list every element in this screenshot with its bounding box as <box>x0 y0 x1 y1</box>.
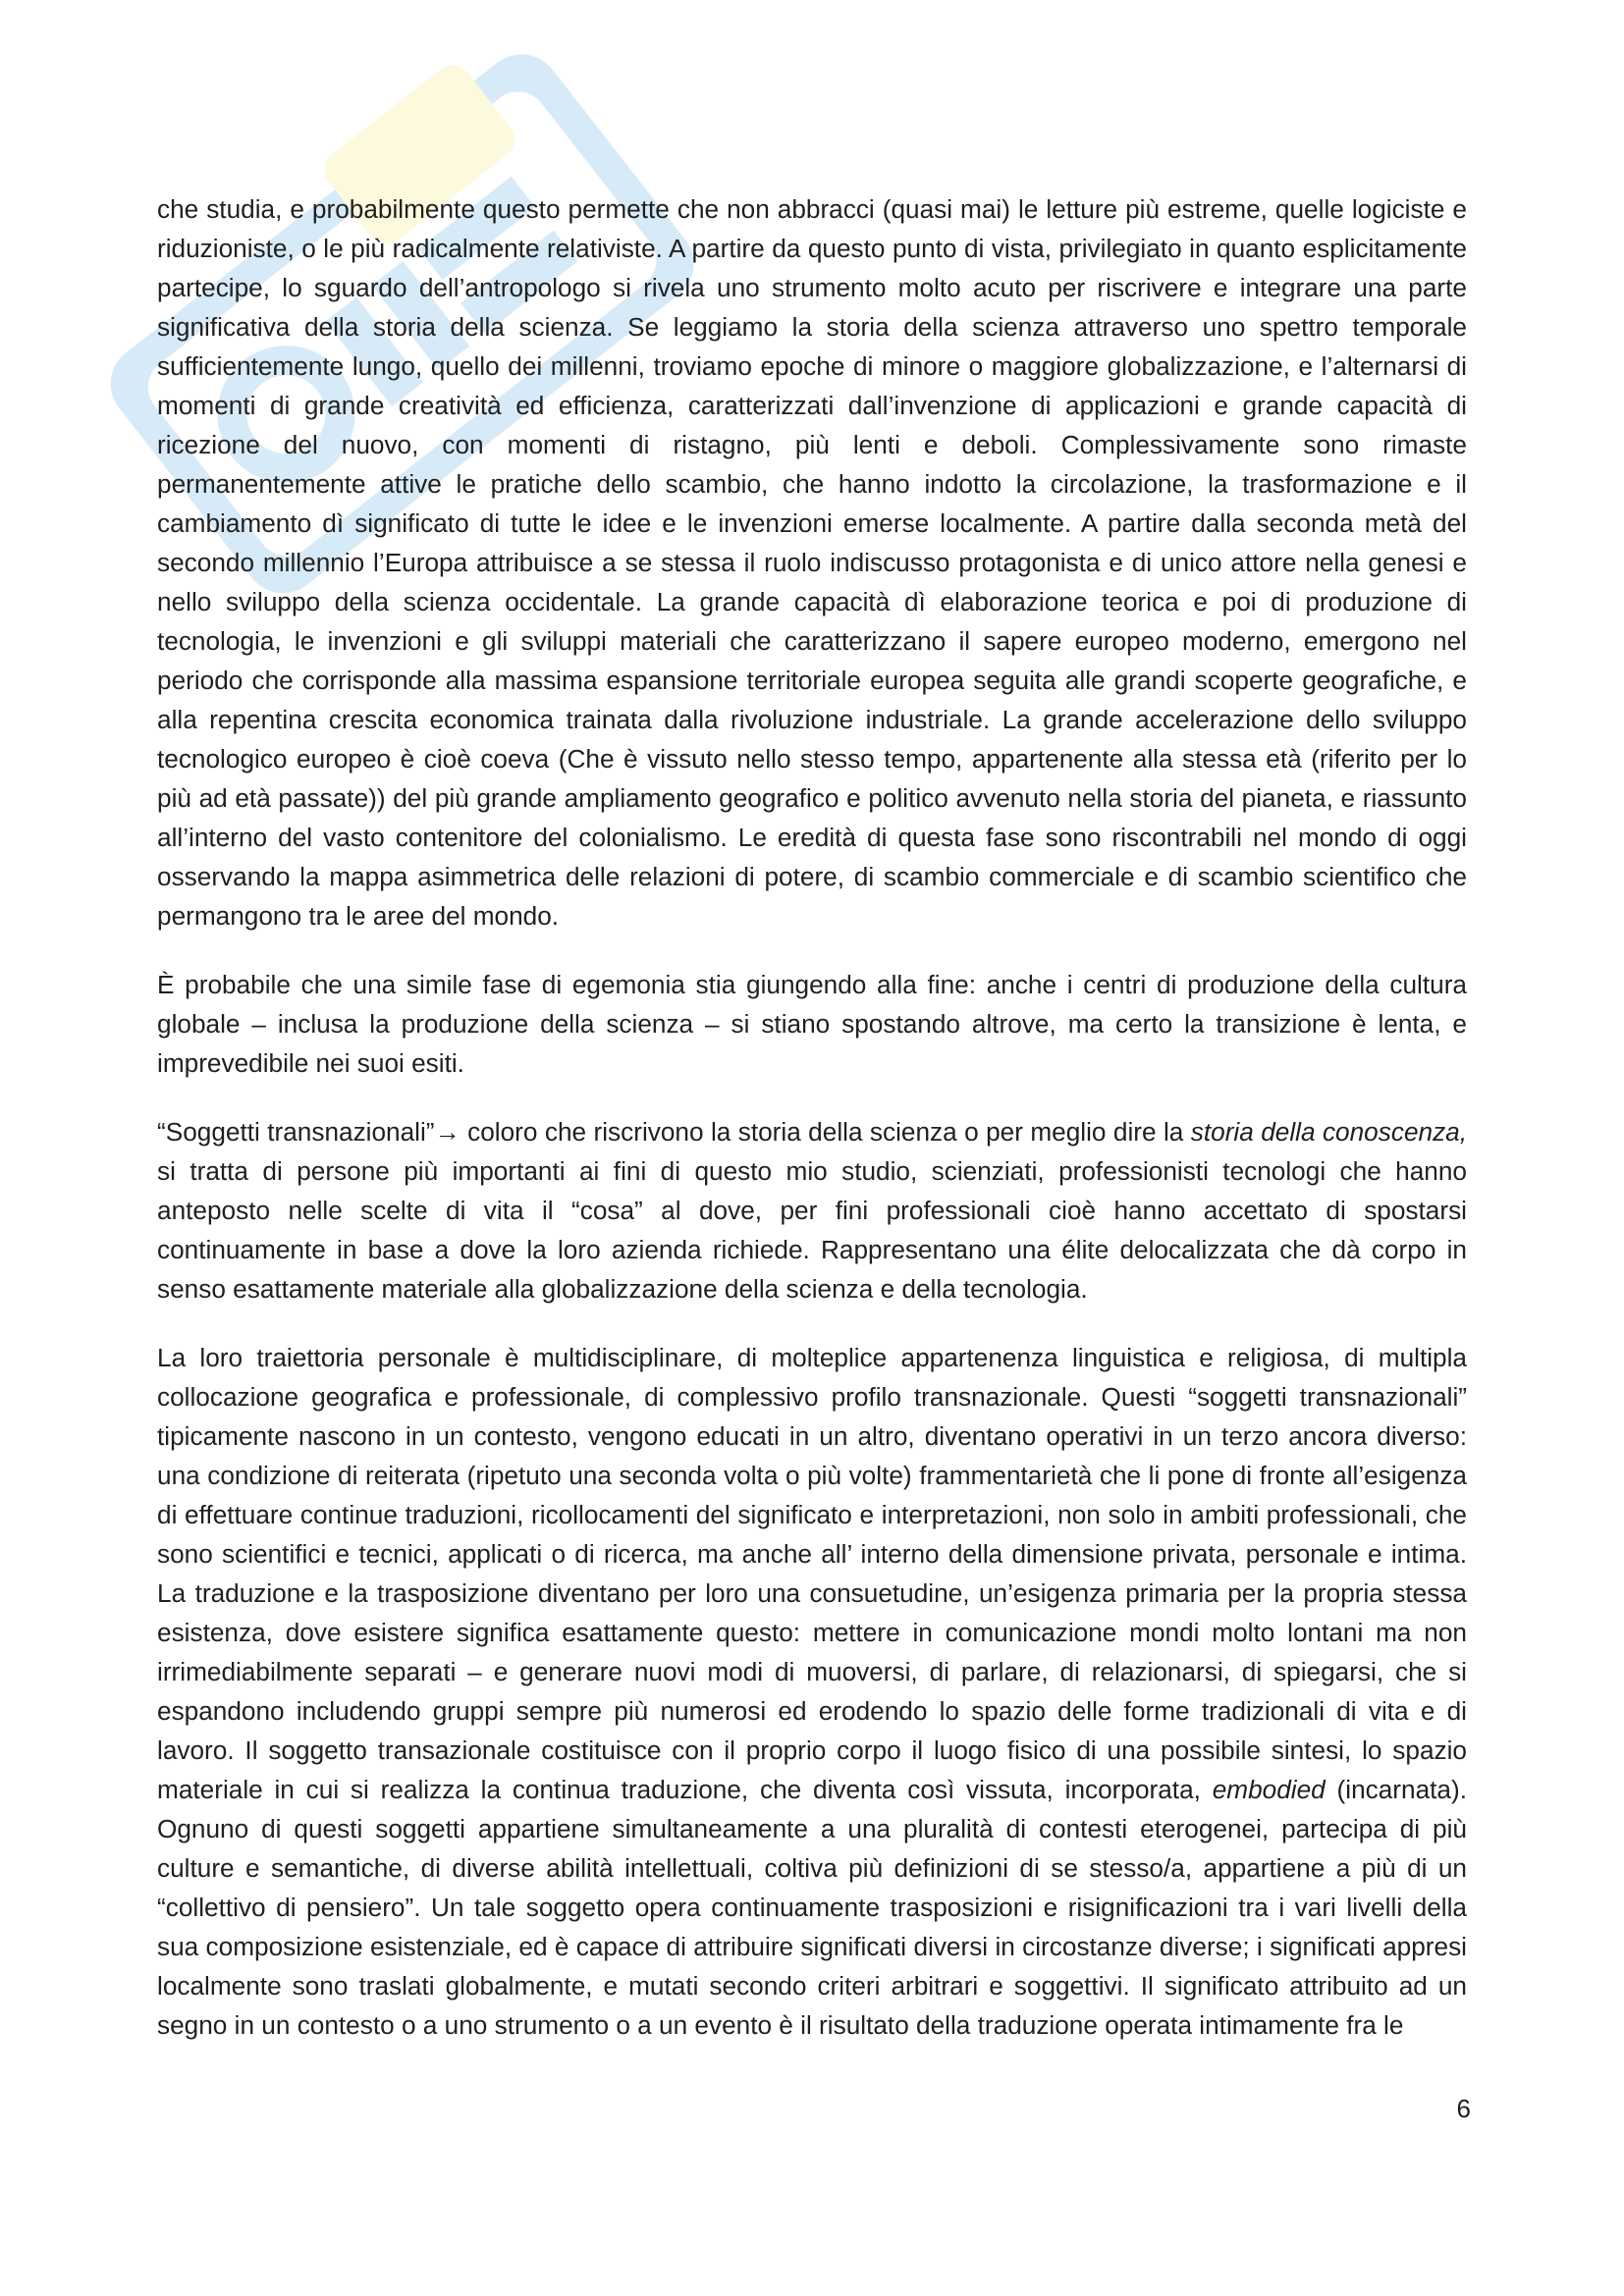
paragraph <box>157 965 1467 1083</box>
italic-text: storia della conoscenza, <box>1190 1117 1467 1147</box>
text-run: “Soggetti transnazionali”→ coloro che riscrivono la storia della scienza o per meglio dire la <box>157 1117 1191 1147</box>
text-run: si tratta di persone più importanti ai fini di questo mio studio, scienziati, professionisti tecnologi che hanno anteposto nelle scelte di vita il “cosa” al dove, per fini professionali cioè hanno accettato di spostarsi continuamente in base a dove la loro azienda richiede. Rappresentano una élite delocalizzata che dà corpo in senso esattamente materiale alla globalizzazione della scienza e della tecnologia. <box>157 1156 1467 1304</box>
text-run: (incarnata). Ognuno di questi soggetti appartiene simultaneamente a una pluralità di contesti eterogenei, partecipa di più culture e semantiche, di diverse abilità intellettuali, coltiva più definizioni di se stesso/a, appartiene a più di un “collettivo di pensiero”. Un tale soggetto opera continuamente trasposizioni e risignificazioni tra i vari livelli della sua composizione esistenziale, ed è capace di attribuire significati diversi in circostanze diverse; i significati appresi localmente sono traslati globalmente, e mutati secondo criteri arbitrari e soggettivi. Il significato attribuito ad un segno in un contesto o a uno strumento o a un evento è il risultato della traduzione operata intimamente fra le <box>157 1775 1467 2040</box>
paragraph <box>157 189 1467 935</box>
paragraph <box>157 1112 1467 1308</box>
document-body <box>157 189 1467 2074</box>
paragraph <box>157 1338 1467 2045</box>
page-number: 6 <box>1456 2094 1471 2123</box>
text-run: La loro traiettoria personale è multidisciplinare, di molteplice appartenenza linguistica e religiosa, di multipla collocazione geografica e professionale, di complessivo profilo transnazionale. Questi “soggetti transnazionali” tipicamente nascono in un contesto, vengono educati in un altro, diventano operativi in un terzo ancora diverso: una condizione di reiterata (ripetuto una seconda volta o più volte) frammentarietà che li pone di fronte all’esigenza di effettuare continue traduzioni, ricollocamenti del significato e interpretazioni, non solo in ambiti professionali, che sono scientifici e tecnici, applicati o di ricerca, ma anche all’ interno della dimensione privata, personale e intima. La traduzione e la trasposizione diventano per loro una consuetudine, un’esigenza primaria per la propria stessa esistenza, dove esistere significa esattamente questo: mettere in comunicazione mondi molto lontani ma non irrimediabilmente separati – e generare nuovi modi di muoversi, di parlare, di relazionarsi, di spiegarsi, che si espandono includendo gruppi sempre più numerosi ed erodendo lo spazio delle forme tradizionali di vita e di lavoro. Il soggetto transazionale costituisce con il proprio corpo il luogo fisico di una possibile sintesi, lo spazio materiale in cui si realizza la continua traduzione, che diventa così vissuta, incorporata, <box>157 1343 1467 1804</box>
text-run: che studia, e probabilmente questo permette che non abbracci (quasi mai) le letture più estreme, quelle logiciste e riduzioniste, o le più radicalmente relativiste. A partire da questo punto di vista, privilegiato in quanto esplicitamente partecipe, lo sguardo dell’antropologo si rivela uno strumento molto acuto per riscrivere e integrare una parte significativa della storia della scienza. Se leggiamo la storia della scienza attraverso uno spettro temporale sufficientemente lungo, quello dei millenni, troviamo epoche di minore o maggiore globalizzazione, e l’alternarsi di momenti di grande creatività ed efficienza, caratterizzati dall’invenzione di applicazioni e grande capacità di ricezione del nuovo, con momenti di ristagno, più lenti e deboli. Complessivamente sono rimaste permanentemente attive le pratiche dello scambio, che hanno indotto la circolazione, la trasformazione e il cambiamento dì significato di tutte le idee e le invenzioni emerse localmente. A partire dalla seconda metà del secondo millennio l’Europa attribuisce a se stessa il ruolo indiscusso protagonista e di unico attore nella genesi e nello sviluppo della scienza occidentale. La grande capacità dì elaborazione teorica e poi di produzione di tecnologia, le invenzioni e gli sviluppi materiali che caratterizzano il sapere europeo moderno, emergono nel periodo che corrisponde alla massima espansione territoriale europea seguita alle grandi scoperte geografiche, e alla repentina crescita economica trainata dalla rivoluzione industriale. La grande accelerazione dello sviluppo tecnologico europeo è cioè coeva (Che è vissuto nello stesso tempo, appartenente alla stessa età (riferito per lo più ad età passate)) del più grande ampliamento geografico e politico avvenuto nella storia del pianeta, e riassunto all’interno del vasto contenitore del colonialismo. Le eredità di questa fase sono riscontrabili nel mondo di oggi osservando la mappa asimmetrica delle relazioni di potere, di scambio commerciale e di scambio scientifico che permangono tra le aree del mondo. <box>157 194 1467 931</box>
italic-text: embodied <box>1212 1775 1326 1804</box>
text-run: È probabile che una simile fase di egemonia stia giungendo alla fine: anche i centri di produzione della cultura globale – inclusa la produzione della scienza – si stiano spostando altrove, ma certo la transizione è lenta, e imprevedibile nei suoi esiti. <box>157 970 1467 1078</box>
